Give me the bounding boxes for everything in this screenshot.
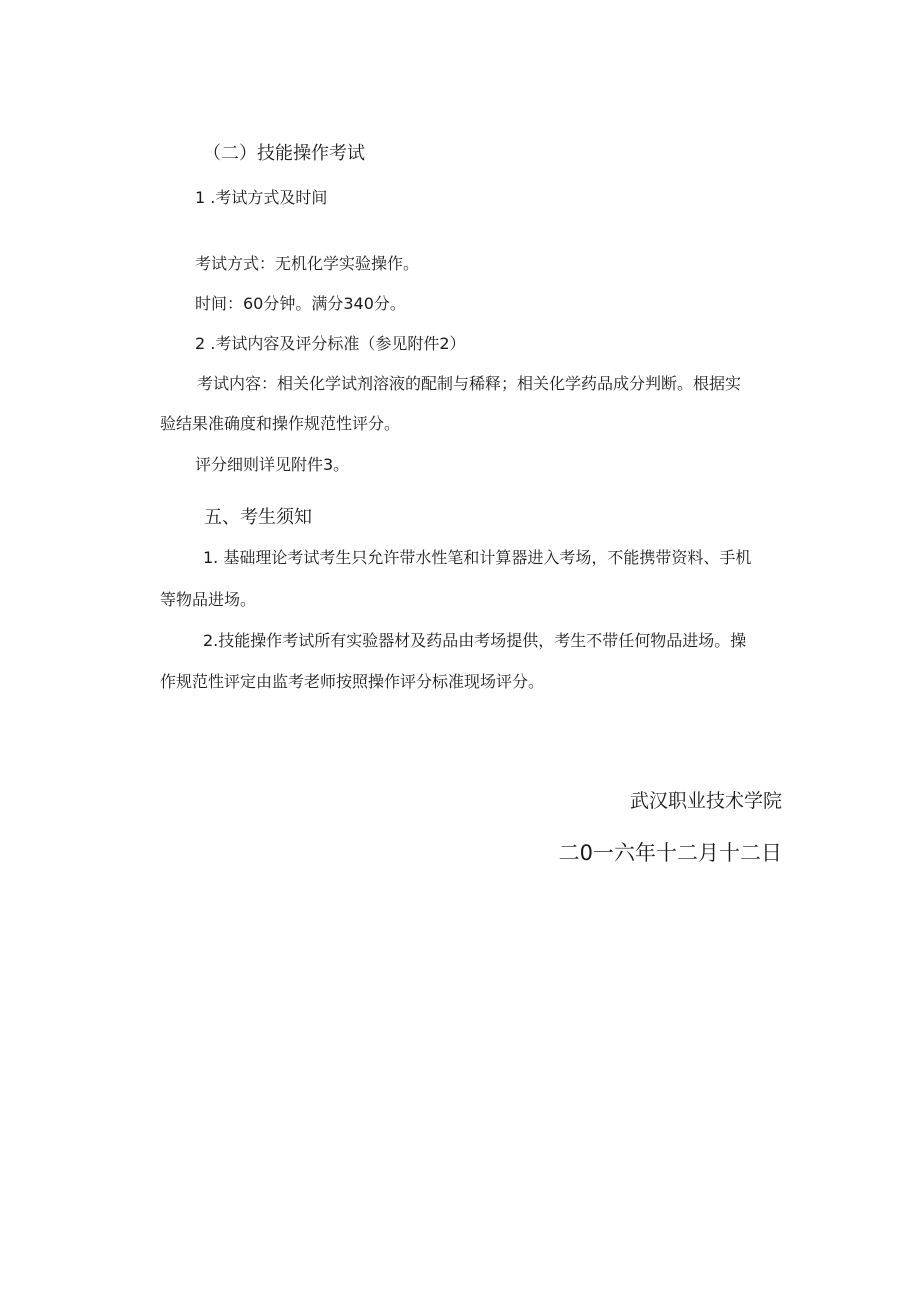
exam-content-scoring-title: 2 .考试内容及评分标准（参见附件2）: [195, 334, 466, 353]
signature-date: 二0一六年十二月十二日: [558, 841, 782, 865]
notice-point-1-line-2: 等物品进场。: [160, 590, 257, 609]
candidate-notice-heading: 五、考生须知: [204, 507, 312, 528]
skill-exam-heading: （二）技能操作考试: [203, 143, 365, 164]
notice-point-2-line-2: 作规范性评定由监考老师按照操作评分标准现场评分。: [160, 672, 545, 691]
exam-method-time-title: 1 .考试方式及时间: [195, 188, 328, 207]
exam-method-text: 考试方式：无机化学实验操作。: [195, 254, 420, 273]
notice-point-1-line-1: 1. 基础理论考试考生只允许带水性笔和计算器进入考场，不能携带资料、手机: [203, 548, 752, 567]
scoring-detail-text: 评分细则详见附件3。: [195, 455, 350, 474]
exam-content-line-2: 验结果准确度和操作规范性评分。: [160, 414, 401, 433]
exam-content-line-1: 考试内容：相关化学试剂溶液的配制与稀释；相关化学药品成分判断。根据实: [197, 374, 742, 393]
notice-point-2-line-1: 2.技能操作考试所有实验器材及药品由考场提供，考生不带任何物品进场。操: [203, 631, 747, 650]
signature-organization: 武汉职业技术学院: [629, 790, 782, 812]
exam-time-text: 时间：60分钟。满分340分。: [195, 294, 406, 313]
